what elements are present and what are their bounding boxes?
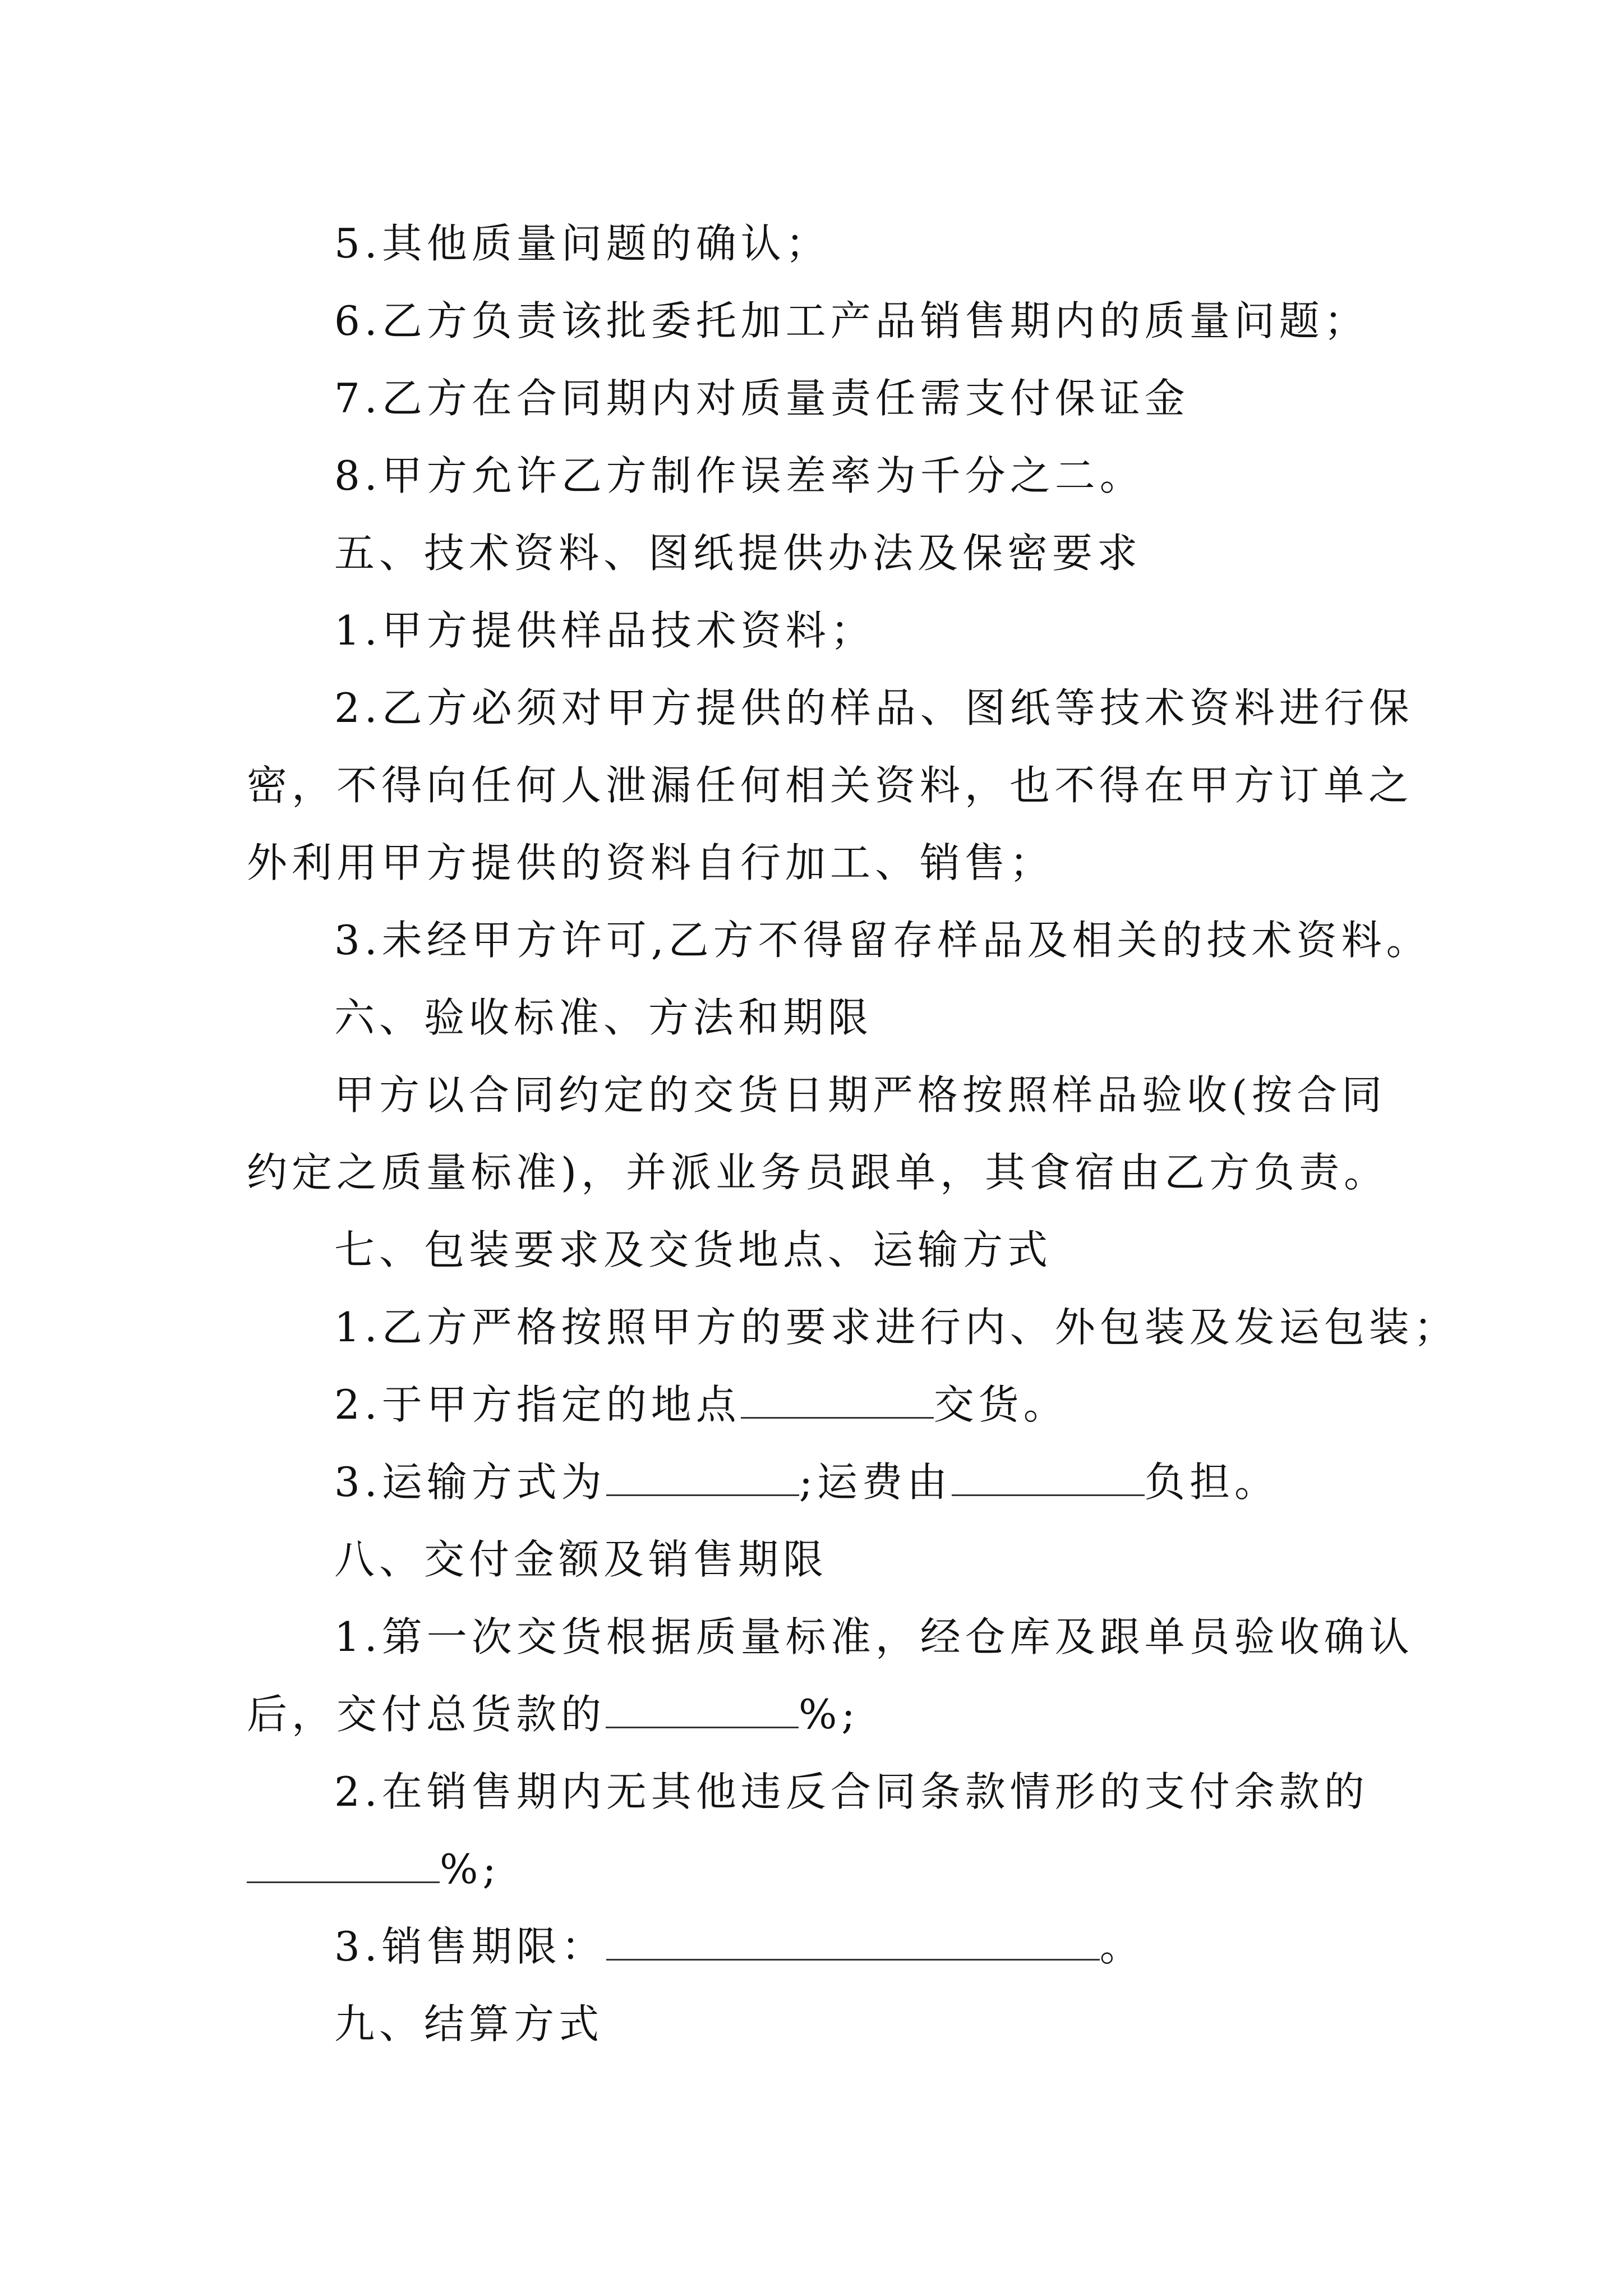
paragraph-line <box>334 605 1478 656</box>
section-heading <box>334 1998 1478 2050</box>
heading-text: 八、交付金额及销售期限 <box>334 1536 828 1583</box>
heading-text: 七、包装要求及交货地点、运输方式 <box>334 1226 1053 1273</box>
line-text: 6.乙方负责该批委托加工产品销售期内的质量问题； <box>334 297 1369 344</box>
line-text: 负担。 <box>1144 1458 1279 1506</box>
paragraph-line <box>334 682 1478 734</box>
heading-text: 五、技术资料、图纸提供办法及保密要求 <box>334 530 1142 577</box>
blank-field <box>952 1461 1145 1496</box>
line-text: 3.未经甲方许可,乙方不得留存样品及相关的技术资料。 <box>334 917 1431 964</box>
line-text: 约定之质量标准)，并派业务员跟单，其食宿由乙方负责。 <box>247 1149 1389 1196</box>
blank-field <box>606 1693 799 1728</box>
line-text: 交货。 <box>933 1381 1068 1428</box>
line-text: 2.在销售期内无其他违反合同条款情形的支付余款的 <box>334 1768 1369 1815</box>
line-text: 1.甲方提供样品技术资料； <box>334 607 875 654</box>
line-text: 外利用甲方提供的资料自行加工、销售； <box>247 839 1055 886</box>
paragraph-line <box>334 372 1478 424</box>
section-heading <box>334 1534 1478 1585</box>
blank-field <box>247 1848 440 1883</box>
line-text: 3.运输方式为 <box>334 1458 606 1506</box>
paragraph-line <box>334 1379 1478 1430</box>
line-text: 密，不得向任何人泄漏任何相关资料，也不得在甲方订单之 <box>247 762 1414 809</box>
paragraph-line <box>247 837 1391 889</box>
line-text: 2.于甲方指定的地点 <box>334 1381 741 1428</box>
paragraph-line <box>247 1843 1391 1895</box>
line-text: %; <box>799 1691 860 1738</box>
line-text: 8.甲方允许乙方制作误差率为千分之二。 <box>334 452 1145 499</box>
section-heading <box>334 992 1478 1043</box>
line-text: 甲方以合同约定的交货日期严格按照样品验收(按合同 <box>334 1071 1387 1119</box>
paragraph-line <box>334 1611 1478 1663</box>
blank-field <box>741 1383 934 1419</box>
line-text: 1.乙方严格按照甲方的要求进行内、外包装及发运包装； <box>334 1304 1459 1351</box>
paragraph-line <box>334 914 1478 966</box>
line-text: 后，交付总货款的 <box>247 1691 606 1738</box>
paragraph-line <box>334 1069 1478 1121</box>
paragraph-line <box>334 295 1478 347</box>
paragraph-line <box>334 1456 1478 1508</box>
line-text: %; <box>440 1846 501 1893</box>
paragraph-line <box>247 1147 1391 1198</box>
line-text: 。 <box>1099 1923 1145 1970</box>
paragraph-line <box>334 1921 1478 1972</box>
line-text: 1.第一次交货根据质量标准，经仓库及跟单员验收确认 <box>334 1613 1414 1660</box>
line-text: 3.销售期限： <box>334 1923 606 1970</box>
paragraph-line <box>247 1688 1391 1740</box>
heading-text: 九、结算方式 <box>334 2000 604 2047</box>
line-text: 2.乙方必须对甲方提供的样品、图纸等技术资料进行保 <box>334 684 1414 731</box>
paragraph-line <box>334 1766 1478 1818</box>
line-text: ;运费由 <box>799 1458 952 1506</box>
line-text: 5.其他质量问题的确认； <box>334 220 831 267</box>
section-heading <box>334 527 1478 579</box>
blank-field <box>606 1461 799 1496</box>
paragraph-line <box>334 450 1478 501</box>
section-heading <box>334 1224 1478 1276</box>
blank-field <box>606 1925 1100 1961</box>
heading-text: 六、验收标准、方法和期限 <box>334 994 873 1041</box>
paragraph-line <box>334 218 1478 269</box>
line-text: 7.乙方在合同期内对质量责任需支付保证金 <box>334 375 1189 422</box>
paragraph-line <box>247 760 1414 811</box>
paragraph-line <box>334 1301 1478 1353</box>
